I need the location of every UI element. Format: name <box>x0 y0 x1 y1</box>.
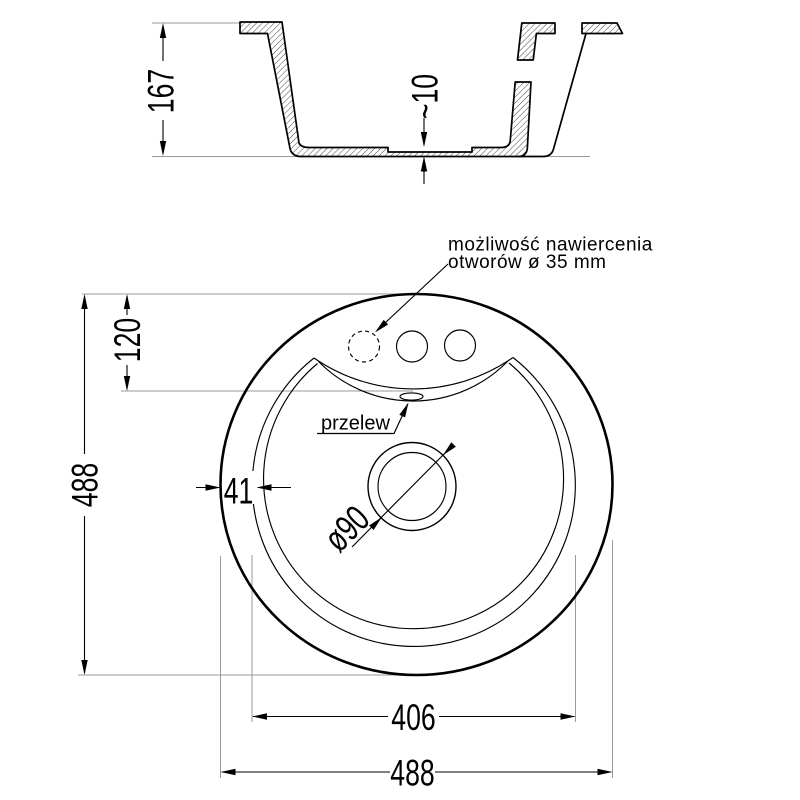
arrow-down-icon <box>160 141 166 156</box>
cross-section-view <box>140 22 622 184</box>
overflow-annotation <box>317 403 409 435</box>
dim-488-vertical-label: 488 <box>64 462 106 508</box>
arrow-up-icon <box>399 403 408 418</box>
dim-488-horizontal-label: 488 <box>390 752 435 794</box>
dim-rim-width <box>196 470 291 511</box>
overflow-label: przelew <box>321 412 390 435</box>
dim-deck-offset <box>107 294 148 391</box>
dim-bowl-width <box>252 697 576 738</box>
dim-drain-label: ø90 <box>315 497 378 560</box>
faucet-hole-right <box>445 330 476 361</box>
sink-outline <box>221 294 613 675</box>
plan-view <box>64 235 653 794</box>
arrow-up-icon <box>421 157 427 172</box>
dim-10-label: ~10 <box>404 73 446 120</box>
dim-120-label: 120 <box>106 317 149 363</box>
dim-overall-height <box>64 294 105 675</box>
arrow-up-icon <box>124 294 130 309</box>
arrow-right-icon <box>561 713 576 719</box>
section-deck-right <box>582 23 623 34</box>
arrow-down-icon <box>124 376 130 391</box>
dim-406-label: 406 <box>391 696 436 739</box>
deck-edge-lower-arc <box>319 361 509 401</box>
dim-167-label: 167 <box>140 68 182 114</box>
section-wall-above-overflow <box>518 23 556 60</box>
dim-41-label: 41 <box>223 470 254 512</box>
arrow-left-icon <box>252 713 267 719</box>
arrow-down-icon <box>421 132 427 147</box>
arrow-right-icon <box>598 769 613 775</box>
arrow-down-left-icon <box>443 442 456 455</box>
faucet-hole-middle <box>397 331 428 362</box>
dim-drain <box>316 442 456 559</box>
arrow-right-icon <box>206 484 221 490</box>
drill-note-line1: możliwość nawiercenia <box>448 234 653 256</box>
section-body <box>240 22 531 157</box>
dim-overall-width <box>221 752 613 793</box>
arrow-down-icon <box>81 660 87 675</box>
bowl-inner-rim <box>264 363 564 629</box>
overflow-slot <box>400 393 423 400</box>
faucet-hole-optional-dashed <box>349 331 380 362</box>
arrow-up-icon <box>81 294 87 309</box>
arrow-up-icon <box>160 23 166 38</box>
dim-bottom-thickness <box>404 74 445 184</box>
dim-167 <box>140 23 181 156</box>
drill-note-line2: otworów ø 35 mm <box>448 252 607 273</box>
arrow-left-icon <box>221 769 236 775</box>
